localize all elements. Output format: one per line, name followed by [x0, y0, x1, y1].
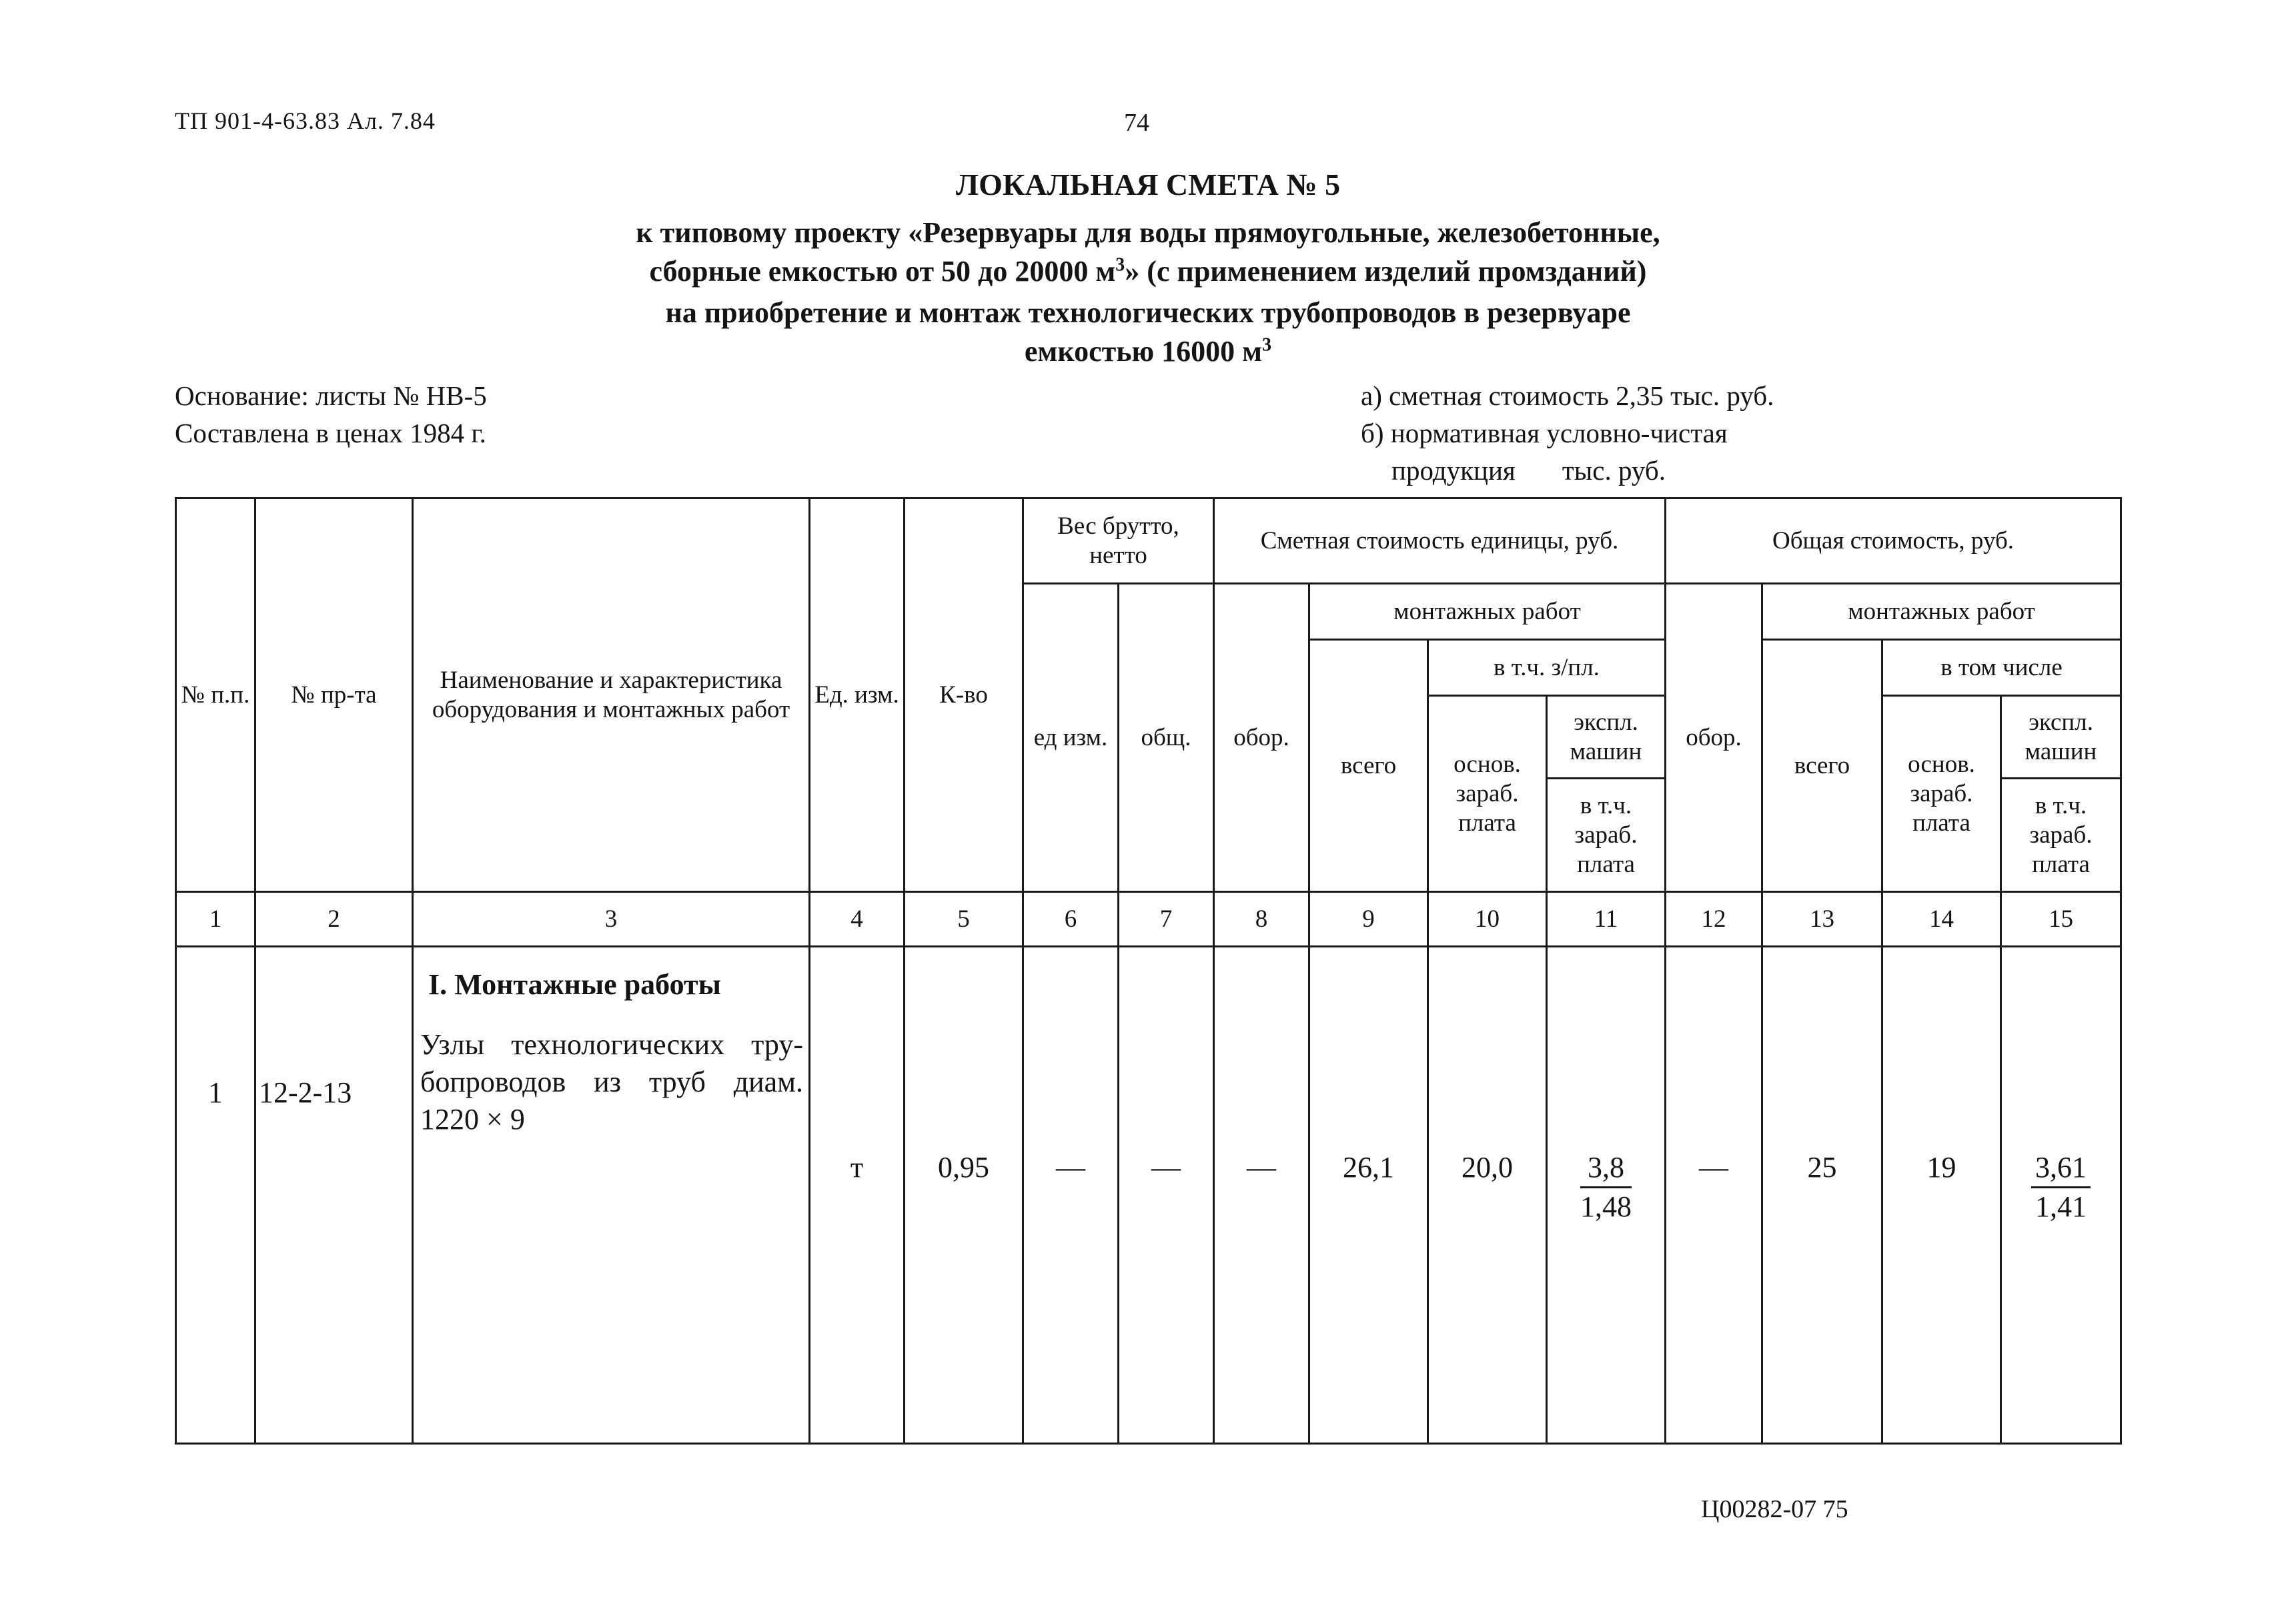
- col-header-total-equip: обор.: [1666, 584, 1762, 892]
- col-header-unit-cost: Сметная стоимость единицы, руб.: [1214, 498, 1666, 584]
- unit-machine-fraction: [1580, 1149, 1632, 1226]
- unit-machine-value: 3,8: [1580, 1149, 1632, 1188]
- purpose-line-2-text: емкостью 16000 м: [1024, 335, 1263, 368]
- column-number: 9: [1309, 892, 1428, 947]
- col-header-weight-total: общ.: [1119, 584, 1214, 892]
- col-header-item-no: № пр-та: [255, 498, 413, 892]
- estimated-cost-line: а) сметная стоимость 2,35 тыс. руб.: [1361, 380, 1774, 411]
- row-qty-value: 0,95: [938, 1151, 989, 1184]
- basis-block: [175, 377, 487, 452]
- table-row: [176, 947, 2121, 1444]
- col-header-unit-incl-wage: в т.ч. з/пл.: [1428, 640, 1666, 696]
- row-total-machine: [2001, 947, 2121, 1444]
- column-number: 2: [255, 892, 413, 947]
- col-header-unit-machine-wage: в т.ч. зараб. плата: [1547, 779, 1666, 892]
- row-unit-equip-value: —: [1247, 1151, 1276, 1184]
- estimate-subtitle: [0, 214, 2296, 291]
- column-number: 4: [810, 892, 905, 947]
- subtitle-line-2: [0, 252, 2296, 291]
- purpose-line-1: на приобретение и монтаж технологических трубопроводов в резервуаре: [665, 296, 1631, 329]
- col-header-weight-unit: ед изм.: [1023, 584, 1119, 892]
- col-header-weight: Вес брутто, нетто: [1023, 498, 1214, 584]
- row-weight-total: [1119, 947, 1214, 1444]
- document-reference: ТП 901-4-63.83 Ал. 7.84: [175, 107, 436, 134]
- superscript: 3: [1262, 334, 1272, 356]
- column-number: 14: [1882, 892, 2001, 947]
- product-word: продукция: [1391, 455, 1516, 486]
- column-number: 8: [1214, 892, 1309, 947]
- row-item-no: [255, 947, 413, 1444]
- column-number: 11: [1547, 892, 1666, 947]
- row-unit-equip: [1214, 947, 1309, 1444]
- estimate-table: [175, 497, 2122, 1445]
- row-weight-unit-value: —: [1056, 1151, 1085, 1184]
- basis-line: Основание: листы № НВ-5: [175, 380, 487, 411]
- col-header-no: № п.п.: [176, 498, 255, 892]
- total-machine-wage-value: 1,41: [2035, 1190, 2087, 1223]
- row-total-install-value: 25: [1807, 1151, 1837, 1184]
- normative-product-line-2: [1361, 452, 1774, 489]
- row-unit-value: т: [850, 1151, 864, 1184]
- col-header-total-install: монтажных работ: [1762, 584, 2121, 640]
- column-number: 15: [2001, 892, 2121, 947]
- subtitle-line-2-tail: » (с применением изделий промзданий): [1125, 255, 1647, 288]
- col-header-unit-machine: экспл. машин: [1547, 696, 1666, 779]
- row-weight-unit: [1023, 947, 1119, 1444]
- subtitle-line-1: к типовому проекту «Резервуары для воды прямоугольные, железобетонные,: [636, 216, 1660, 249]
- column-number: 6: [1023, 892, 1119, 947]
- row-no-value: 1: [208, 1076, 223, 1109]
- col-header-total-cost: Общая стоимость, руб.: [1666, 498, 2121, 584]
- column-number: 13: [1762, 892, 1882, 947]
- col-header-unit-equip: обор.: [1214, 584, 1309, 892]
- col-header-unit: Ед. изм.: [810, 498, 905, 892]
- row-name: [413, 947, 810, 1444]
- row-unit-install-total-value: 26,1: [1343, 1151, 1394, 1184]
- col-header-name: Наименование и характеристика оборудования и монтажных работ: [413, 498, 810, 892]
- section-title: I. Монтажные работы: [428, 968, 721, 1001]
- row-unit: [810, 947, 905, 1444]
- column-number: 3: [413, 892, 810, 947]
- col-header-unit-install-total: всего: [1309, 640, 1428, 892]
- product-unit: тыс. руб.: [1562, 455, 1666, 486]
- cost-summary-block: [1361, 377, 1774, 489]
- row-total-equip-value: —: [1699, 1151, 1728, 1184]
- row-description: Узлы технологических тру-бопроводов из труб диам. 1220 × 9: [420, 1028, 803, 1136]
- superscript: 3: [1115, 254, 1125, 276]
- page-number: 74: [1124, 109, 1149, 137]
- estimate-title: ЛОКАЛЬНАЯ СМЕТА № 5: [955, 167, 1341, 201]
- col-header-total-machine-wage: в т.ч. зараб. плата: [2001, 779, 2121, 892]
- row-no: [176, 947, 255, 1444]
- row-weight-total-value: —: [1151, 1151, 1181, 1184]
- col-header-qty: К-во: [905, 498, 1023, 892]
- row-qty: [905, 947, 1023, 1444]
- col-header-unit-install: монтажных работ: [1309, 584, 1666, 640]
- row-total-base-wage: [1882, 947, 2001, 1444]
- header-row-1: [176, 498, 2121, 584]
- col-header-total-install-total: всего: [1762, 640, 1882, 892]
- row-item-no-value: 12-2-13: [259, 1076, 352, 1109]
- column-number: 10: [1428, 892, 1547, 947]
- column-number: 12: [1666, 892, 1762, 947]
- footer-code: Ц00282-07 75: [1701, 1495, 1848, 1523]
- purpose-line-2: [0, 332, 2296, 371]
- column-numbers-row: [176, 892, 2121, 947]
- total-machine-fraction: [2031, 1149, 2091, 1226]
- subtitle-line-2-text: сборные емкостью от 50 до 20000 м: [649, 255, 1116, 288]
- row-total-install: [1762, 947, 1882, 1444]
- row-unit-machine: [1547, 947, 1666, 1444]
- column-number: 1: [176, 892, 255, 947]
- col-header-unit-base-wage: основ. зараб. плата: [1428, 696, 1547, 892]
- col-header-total-base-wage: основ. зараб. плата: [1882, 696, 2001, 892]
- unit-machine-wage-value: 1,48: [1580, 1190, 1632, 1223]
- col-header-total-incl: в том числе: [1882, 640, 2121, 696]
- column-number: 5: [905, 892, 1023, 947]
- col-header-total-machine: экспл. машин: [2001, 696, 2121, 779]
- estimate-purpose: [0, 294, 2296, 371]
- prices-line: Составлена в ценах 1984 г.: [175, 418, 486, 448]
- row-total-equip: [1666, 947, 1762, 1444]
- row-unit-base-wage: [1428, 947, 1547, 1444]
- normative-product-line: б) нормативная условно-чистая: [1361, 418, 1728, 448]
- total-machine-value: 3,61: [2031, 1149, 2091, 1188]
- row-total-base-wage-value: 19: [1926, 1151, 1956, 1184]
- row-unit-base-wage-value: 20,0: [1462, 1151, 1513, 1184]
- column-number: 7: [1119, 892, 1214, 947]
- row-unit-install-total: [1309, 947, 1428, 1444]
